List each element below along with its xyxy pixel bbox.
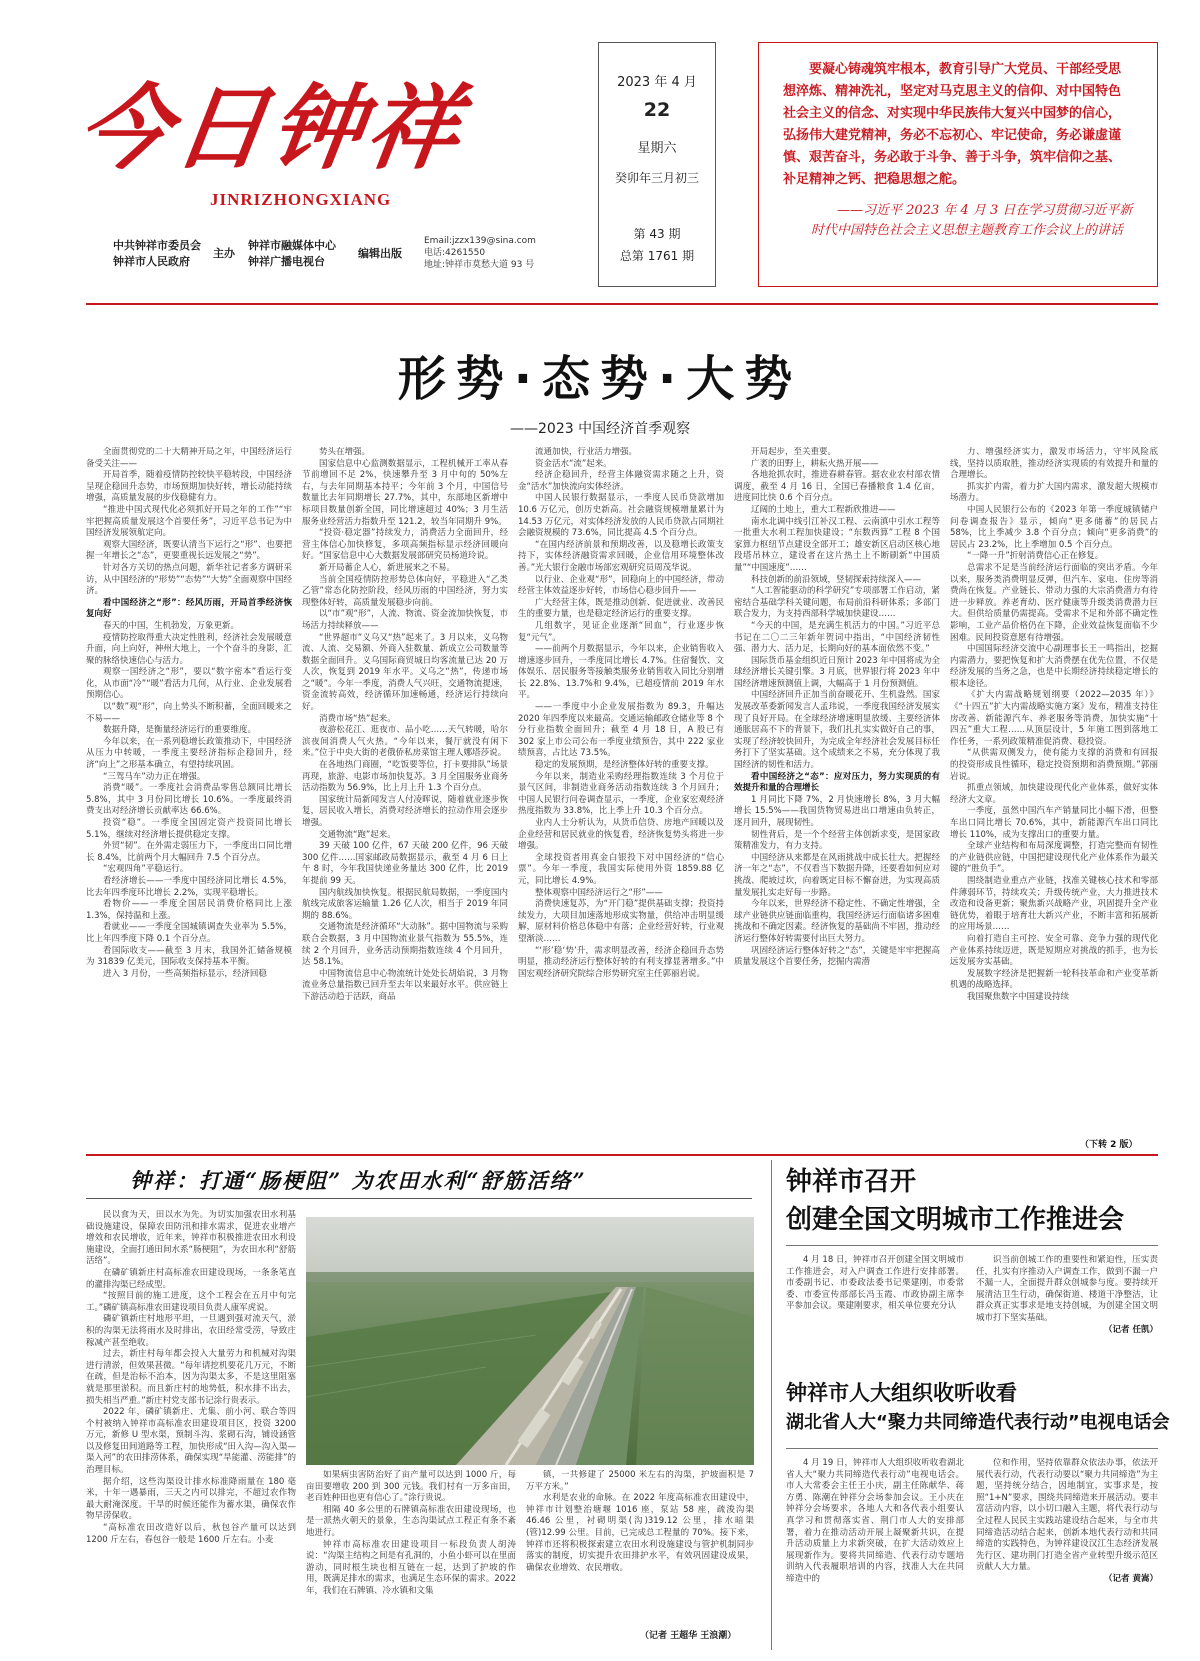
npc-title-line-2: 湖北省人大“聚力共同缔造代表行动”电视电话会 (786, 1412, 1170, 1433)
paragraph: 新开局蓄企人心，新进展来之不易。 (319, 562, 456, 573)
paragraph: 各地抢抓农时，推进春耕春管。据农业农村部农情调度，截至 4 月 16 日，全国已春播粮食 1.4 亿亩，进度同比快 0.6 个百分点。 (734, 470, 940, 504)
npc-text-1: 4 月 19 日，钟祥市人大组织收听收看湖北省人大“聚力共同缔造代表行动”电视电话会。市人大常委会主任王小庆，副主任陈献华、蒋方勇、陈潮在钟祥分会场参加会议。王小庆在钟祥分会场要求，各地人大和各代表小组要认真学习和贯彻落实省、荆门市人大的安排部署，着力在推动活动开展上凝聚新共识，在提升活动质量上力求新突破，在扩大活动效应上展现新作为。要将共同缔造、代表行动专题培训纳入代表履职培训的内容，找准人大在共同缔造中的 (786, 1458, 964, 1584)
publisher-role: 编辑出版 (358, 247, 402, 260)
paragraph: 民以食为天，田以水为先。为切实加强农田水利基础设施建设，保障农田防汛和排水需求，促进农业增产增效和农民增收，近年来，钟祥市积极推进农田水利设施建设，全面打通田间水系“肠梗阻”，为农田水利“舒筋活络”。 (86, 1210, 296, 1267)
paragraph: 1 月同比下降 7%，2 月快速增长 8%，3 月大幅增长 15.5%——我国货物贸易进出口增速由负转正，逐月回升，展现韧性。 (734, 794, 940, 828)
irrigation-photo (306, 1217, 754, 1465)
paragraph: 投资“稳”。一季度全国固定资产投资同比增长 5.1%，继续对经济增长提供稳定支撑。 (86, 818, 292, 840)
irrigation-title: 钟祥：打通“肠梗阻” 为农田水利“舒筋活络” (130, 1168, 587, 1193)
paragraph: “三驾马车”动力正在增强。 (103, 771, 206, 782)
paragraph: 中国物流信息中心物流统计处处长胡焰说，3 月物流业务总量指数已回升至去年以来最好水平。供应链上下游活动趋于活跃，商品 (302, 968, 508, 1002)
paragraph: 总需求不足是当前经济运行面临的突出矛盾。今年以来，服务类消费明显反弹，但汽车、家电、住房等消费尚在恢复。产业链长、带动力强的大宗消费潜力有待进一步释放。养老育幼、医疗健康等升级类消费潜力巨大。但供给质量仍需提高。受需求不足和外部不确定性影响，工业产品价格仍在下降，企业效益恢复面临不少困难。民间投资意愿有待增强。 (950, 562, 1158, 643)
paragraph: 水利是农业的命脉。在 2022 年度高标准农田建设中，钟祥市计划整治塘堰 1016 座，泵站 58 座，疏浚沟渠 46.46 公里，衬砌明渠(沟)319.12 公里，排水暗渠(管)12.99 公里。目前，已完成总工程量的 70%。接下来，钟祥市还将积极探索建立农田水利设施建设与管护机制同步落实的制度，切实提升农田排护水平，有效巩固建设成果，确保农业增效、农民增收。 (526, 1493, 754, 1573)
paragraph: 资金活水“流”起来。 (535, 458, 612, 469)
paragraph: 如果病虫害防治好了亩产量可以达到 1000 斤，每亩田要增收 200 到 300 元钱。我们村有一万多亩田，老百姓种田也更有信心了。”涂行贵说。 (306, 1470, 516, 1504)
paragraph: 进入 3 月份，一些高频指标显示，经济回稳 (103, 968, 267, 979)
npc-text-2: 位和作用，坚持依靠群众依法办事，依法开展代表行动，代表行动要以“聚力共同缔造”为主题，坚持统分结合，因地制宜，实事求是，按照“1+N”要求，围绕共同缔造来开展活动。要丰富活动内容，以小切口融入主题，将代表行动与全过程人民民主实践站建设结合起来，与全市共同缔造活动结合起来，创新本地代表行动和共同缔造的实践特色，为钟祥建设汉江生态经济发展先行区、建功荆门打造全省产业转型升级示范区贡献人大力量。 (976, 1458, 1158, 1573)
paragraph: 经济企稳回升，经营主体融资需求随之上升，资金“活水”加快流向实体经济。 (518, 470, 724, 492)
paragraph: 南水北调中线引江补汉工程、云南滇中引水工程等一批重大水利工程加快建设；“东数西算”工程 8 个国家算力枢纽节点建设全部开工；雄安新区启动区核心地段塔吊林立，建设者在这片热土上不断刷新“中国质量”“中国速度”…… (734, 516, 940, 573)
paragraph: 消费“暖”。一季度社会消费品零售总额同比增长 5.8%，其中 3 月份同比增长 10.6%。一季度最终消费支出对经济增长贡献率达 66.6%。 (86, 783, 292, 817)
paragraph: 2022 年，磷矿镇新庄、尤集、前小河、联合等四个村被纳入钟祥市高标准农田建设项目区，投资 3200 万元，新修 U 型水渠，预制斗沟、浆砌石沟，铺设涵管以及修复田间道路等工程，加快形成“田入沟—沟入渠—渠入河”的农田排涝体系，确保实现“旱能灌、涝能排”的治理目标。 (86, 1407, 296, 1476)
paragraph: 交通物流“跑”起来。 (319, 829, 396, 840)
section-rule (86, 1154, 1158, 1156)
civilization-credit: （记者 任凯） (1104, 1324, 1158, 1335)
irrigation-title-rule (86, 1198, 752, 1199)
npc-title-rule (786, 1448, 1158, 1449)
civilization-title-line-1: 钟祥市召开 (786, 1167, 917, 1197)
paragraph: “今天的中国，是充满生机活力的中国。”习近平总书记在二〇二三年新年贺词中指出，“中国经济韧性强、潜力大、活力足，长期向好的基本面依然不变。” (734, 620, 940, 655)
paragraph: “世界超市”义乌又“热”起来了。3 月以来，义乌物流、人流、交易额、外商入驻数量、新成立公司数量等数据全面回升。义乌国际商贸城日均客流量已达 20 万人次，恢复到 2019 年水平。义乌之“热”，传递市场之“暖”。今年一季度，消费人气兴旺，交通物流提速，资金流转高效，经济循环加速畅通，经济运行持续向好。 (302, 632, 508, 713)
paragraph: 力、增强经济实力，激发市场活力，守牢风险底线，坚持以质取胜，推动经济实现质的有效提升和量的合理增长。 (950, 447, 1158, 481)
sponsor-2: 钟祥市人民政府 (113, 255, 190, 268)
date-box (598, 42, 716, 287)
section-heading: 看中国经济之“态”：应对压力，努力实现质的有效提升和量的合理增长 (734, 771, 940, 794)
paragraph: 消费快速复苏，为“开门稳”提供基础支撑；投资持续发力，大项目加速落地形成实物量，供给冲击明显缓解，原材料价格总体稳中有落；企业经营好转，行业观望渐淡…… (518, 899, 724, 944)
paragraph: 以“数”观“形”，向上势头不断积蓄，全面回暖来之不易—— (86, 702, 292, 724)
paragraph: 据介绍，这些沟渠设计排水标准降雨量在 180 毫米，十年一遇暴雨，三天之内可以排完，不超过农作物最大耐淹深度。干旱的时候还能作为蓄水渠，确保农作物早涝保收。 (86, 1476, 296, 1522)
paragraph: “在国内经济前景和预期改善，以及稳增长政策支持下，实体经济融资需求回暖，企业信用环境整体改善。”光大银行金融市场部宏观研究员周茂华说。 (518, 539, 724, 573)
paragraph: 外贸“韧”。在外需走弱压力下，一季度出口同比增长 8.4%，比前两个月大幅回升 7.5 个百分点。 (86, 841, 292, 863)
lead-column-5 (950, 447, 1158, 1137)
paragraph: ——一季度中小企业发展指数为 89.3，升幅达 2020 年四季度以来最高。交通运输邮政仓储业等 8 个分行业指数全面回升；截至 4 月 18 日，A 股已有 302 家上市公司公布一季度业绩预告，其中 222 家业绩预喜，占比达 73.5%。 (518, 702, 724, 759)
paragraph: 以“市”观“形”，人流、物流、资金流加快恢复，市场活力持续释放—— (302, 609, 508, 631)
paragraph: “宏观四角”平稳运行。 (103, 864, 189, 875)
paragraph: 数据升降，是衡量经济运行的重要维度。 (103, 725, 257, 736)
masthead-rule (86, 303, 1158, 305)
paragraph: 国际货币基金组织近日预计 2023 年中国将成为全球经济增长关键引擎。3 月底，世界银行将 2023 年中国经济增速预测值上调，大幅高于 1 月份预测值。 (734, 655, 940, 689)
paragraph: 相隔 40 多公里的石牌镇高标准农田建设现场，也是一派热火朝天的景象，生态沟渠试点工程正有条不紊地进行。 (306, 1504, 516, 1538)
paragraph: 抓重点领域，加快建设现代化产业体系，做好实体经济大文章。 (950, 783, 1158, 805)
paragraph: “按照目前的施工进度，这个工程会在五月中旬完工。”磷矿镇高标准农田建设项目负责人康军虎说。 (86, 1291, 296, 1313)
paragraph: 中国人民银行数据显示，一季度人民币贷款增加 10.6 万亿元，创历史新高。社会融资规模增量累计为 14.53 万亿元，对实体经济发放的人民币贷款占同期社会融资规模的 73.6%，同比提高 4.5 个百分点。 (518, 493, 724, 539)
paragraph: 广大经营主体，既是推动创新、促进就业、改善民生的重要力量，也是稳定经济运行的重要支撑。 (518, 597, 724, 620)
paragraph: 今年以来，制造业采购经理指数连续 3 个月位于景气区间，非制造业商务活动指数连续 3 个月回升；中国人民银行问卷调查显示，一季度，企业家宏观经济热度指数为 33.8%，比上季上升 10.3 个百分点。 (518, 771, 724, 817)
paragraph: 几组数字，见证企业逐渐“回血”，行业逐步恢复“元气”。 (518, 620, 724, 643)
date-weekday: 星期六 (637, 141, 677, 156)
sponsor-role: 主办 (213, 247, 235, 260)
paragraph: 我国聚焦数字中国建设持续 (967, 991, 1070, 1002)
npc-title-line-1: 钟祥市人大组织收听收看 (786, 1381, 1017, 1405)
paragraph: 向着打造自主可控、安全可靠、竞争力强的现代化产业体系持续迈进，既是短期应对挑战的抓手，也为长远发展夯实基础。 (950, 933, 1158, 968)
paragraph: 围绕制造业重点产业链，找准关键核心技术和零部件薄弱环节，持续攻关；升级传统产业，大力推进技术改造和设备更新；聚焦新兴战略产业，巩固提升全产业链优势，着眼于培育壮大新兴产业，不断丰富和拓展新的应用场景…… (950, 875, 1158, 933)
npc-column-2 (976, 1458, 1158, 1653)
paragraph: ——前两个月数据显示，今年以来，企业销售收入增速逐步回升，一季度同比增长 4.7%。住宿餐饮、文体娱乐、居民服务等接触类服务业销售收入同比分别增长 22.8%、13.7%和 9.4%，已超疫情前 2019 年水平。 (518, 644, 724, 701)
sponsor-1: 中共钟祥市委员会 (113, 239, 201, 252)
paragraph: 中国人民银行公布的《2023 年第一季度城镇储户问卷调查报告》显示，倾向“更多储蓄”的居民占 58%，比上季减少 3.8 个百分点；倾向“更多消费”的居民占 23.2%，比上季增加 0.5 个百分点。 (950, 504, 1158, 550)
paragraph: 以行业、企业观“形”，回稳向上的中国经济，带动经营主体效益逐步好转，市场信心稳步回升—— (518, 574, 724, 597)
contact-phone: 电话:4261550 (424, 248, 486, 258)
paragraph: “高标准农田改造好以后，秋包谷产量可以达到 1200 斤左右，春包谷一般是 1600 斤左右。小麦 (86, 1523, 296, 1545)
publisher-1: 钟祥市融媒体中心 (248, 239, 336, 252)
paragraph: 今年以来，世界经济不稳定性、不确定性增强，全球产业链供应链面临重构，我国经济运行面临诸多困难挑战和不确定因素。经济恢复的基础尚不牢固，推动经济运行整体好转需要付出巨大努力。 (734, 899, 940, 944)
paragraph: 全面贯彻党的二十大精神开局之年，中国经济运行备受关注—— (86, 447, 292, 469)
paragraph: 韧性背后，是一个个经营主体创新求变，是国家政策精准发力，有力支持。 (734, 829, 940, 852)
civilization-column-1 (786, 1255, 964, 1370)
paragraph: 消费市场“热”起来。 (319, 713, 396, 724)
paragraph: 国家信息中心监测数据显示，工程机械开工率从春节前增回不足 2%，快速攀升至 3 月中旬的 50%左右，与去年同期基本持平；今年前 3 个月，中国信号数量比去年同期增长 27.7%，其中，东部地区新增中标项目数量创新全国，同比增速超过 40%；3 月生活服务业经营活力指数升至 121.2，较当年同期升 9%。 (302, 458, 508, 527)
paragraph: “人工智能驱动的科学研究”专项部署工作启动，紧密结合基础学科关键问题，布局前沿科研体系；多部门联合发力，为支持西部科学城加快建设…… (734, 586, 940, 620)
paragraph: 疫情防控取得重大决定性胜利，经济社会发展暖意升面，向上向好，神州大地上，一个个奋斗的身影，汇聚的脉络快速信心与活力。 (86, 632, 292, 666)
paragraph: 科技创新的前沿领域，竖韧探索持续深入—— (751, 574, 922, 585)
npc-column-1 (786, 1458, 964, 1653)
paragraph: 业内人士分析认为，从货币信贷、房地产回暖以及企业经营和居民就业的恢复看，经济恢复势头将进一步增强。 (518, 818, 724, 852)
paragraph: 钟祥市高标准农田建设项目一标段负责人胡涛说：“沟渠主结构之间是有孔洞的，小鱼小虾可以在里面游动，同时根生块也相互链在一起，达到了护坡的作用，既满足排水的需求，也满足生态环保的需求。2022 年，我们在石牌镇、冷水镇和文集 (306, 1539, 516, 1596)
civilization-column-2 (976, 1255, 1158, 1370)
npc-credit: （记者 黄嵩） (1104, 1573, 1158, 1584)
irrigation-column-1 (86, 1210, 296, 1650)
paragraph: 国内航线加快恢复。根据民航局数据，一季度国内航线完成旅客运输量 1.26 亿人次，相当于 2019 年同期的 88.6%。 (302, 887, 508, 921)
civilization-title-rule (786, 1245, 1158, 1246)
paragraph: 看经济增长——一季度中国经济同比增长 4.5%，比去年四季度环比增长 2.2%，实现平稳增长。 (86, 875, 292, 898)
paragraph: 一季度，虽然中国汽车产销量同比小幅下滑，但整车出口同比增长 70.6%，其中，新能源汽车出口同比增长 110%，成为支撑出口的重要力量。 (950, 806, 1158, 840)
quote-box (758, 42, 1158, 287)
lead-column-3 (518, 447, 724, 1147)
paragraph: 在各地热门商圈，“吃饭要等位，打卡要排队”场景再现，旅游、电影市场加快复苏。3 月全国服务业商务活动指数为 56.9%，比上月上升 1.3 个百分点。 (302, 760, 508, 794)
paragraph: 巩固经济运行整体好转之“态”，关键是牢牢把握高质量发展这个首要任务，挖掘内需潜 (734, 945, 940, 968)
date-day: 22 (643, 99, 671, 121)
publisher-2: 钟祥广播电视台 (248, 255, 325, 268)
paragraph: 过去，新庄村每年都会投入大量劳力和机械对沟渠进行清淤，但效果甚微。“每年请挖机要花几万元，不断在疏，但是治标不治本，因为沟渠太多，不是这里阻塞就是那里淤积。而且新庄村的地势低，积水排不出去，损失相当严重。”新庄村党支部书记涂行贵表示。 (86, 1349, 296, 1406)
paragraph: 中国国际经济交流中心副理事长王一鸣指出，挖掘内需潜力，要把恢复和扩大消费摆在优先位置，不仅是经济发展的当务之急，也是中长期经济持续稳定增长的根本途径。 (950, 644, 1158, 689)
paragraph: 中国经济回升正加当前奋暖花开、生机盎然。国家发展改革委新闻发言人孟玮说，一季度我国经济发展实现了良好开局。在全球经济增速明显放缓、主要经济体通胀居高不下的背景下，我们扎扎实实做好自己的事，实现了经济较快回升，为完成全年经济社会发展目标任务打下了坚实基础。这个成绩来之不易，充分体现了我国经济的韧性和活力。 (734, 690, 940, 771)
npc-meeting-title (786, 1378, 1170, 1438)
contact-block (424, 235, 604, 271)
irrigation-column-3 (526, 1470, 754, 1620)
paragraph: 国家统计局新闻发言人付凌晖说，随着就业逐步恢复，居民收入增长，消费对经济增长的拉动作用会逐步增强。 (302, 794, 508, 828)
paragraph: 开局首季，随着疫情防控较快平稳转段，中国经济呈现企稳回升态势，市场预期加快好转，增长动能持续增强，高质量发展的步伐稳健有力。 (86, 470, 292, 504)
paragraph: 势头在增强。 (319, 447, 371, 457)
lead-column-2 (302, 447, 508, 1147)
paragraph: 全球投资者用真金白银投下对中国经济的“信心票”。今年一季度，我国实际使用外资 1859.88 亿元，同比增长 4.9%。 (518, 852, 724, 886)
paragraph: 抓实扩内需，着力扩大国内需求，激发超大规模市场潜力。 (950, 481, 1158, 504)
newspaper-logo: 今日钟祥 (71, 74, 471, 182)
paragraph: 广袤的田野上，耕耘火热开展—— (751, 458, 879, 469)
paragraph: 发展数字经济是把握新一轮科技革命和产业变革新机遇的战略选择。 (950, 968, 1158, 991)
paragraph: 稳定的发展预期，是经济整体好转的重要支撑。 (535, 760, 714, 771)
farmland-canal-photo (306, 1217, 754, 1465)
civilization-meeting-title (786, 1163, 1124, 1239)
lead-headline: 形势·态势·大势 (397, 351, 803, 407)
paragraph: 镇，一共修建了 25000 米左右的沟渠，护坡面积是 7 万平方米。” (526, 1470, 754, 1492)
paragraph: 看物价——一季度全国居民消费价格同比上涨 1.3%，保持温和上涨。 (86, 899, 292, 921)
paragraph: 交通物流是经济循环“大动脉”。据中国物流与采购联合会数据，3 月中国物流业景气指数为 55.5%，连续 2 个月回升，业务活动预期指数连续 4 个月回升，达 58.1%。 (302, 922, 508, 968)
paragraph: 磷矿镇新庄村地形平坦，一旦遇到强对流天气，淤积的沟渠无法将雨水及时排出，农田经常受涝，导致庄稼减产甚至绝收。 (86, 1314, 296, 1348)
masthead (0, 0, 1200, 300)
quote-source: ——习近平 2023 年 4 月 3 日在学习贯彻习近平新时代中国特色社会主义思想主题教育工作会议上的讲话 (811, 203, 1133, 238)
irrigation-credit: （记者 王超华 王浪潮） (640, 1631, 737, 1641)
paragraph: “投资·稳定器”持续发力，消费活力全面回升，经营主体信心加快修复，多项高频指标显示经济回暖向好。“国家信息中心大数据发展部研究员杨道玲说。 (302, 528, 508, 562)
lead-column-4 (734, 447, 940, 1147)
paragraph: 整体观察中国经济运行之“形”—— (535, 887, 663, 898)
paragraph: 辽阔的土地上，重大工程新欣推进—— (751, 504, 896, 515)
quote-text: 要凝心铸魂筑牢根本，教育引导广大党员、干部经受思想淬炼、精神洗礼，坚定对马克思主义的信仰、对中国特色社会主义的信念、对实现中华民族伟大复兴中国梦的信心，弘扬伟大建党精神，务必不忘初心、牢记使命，务必谦虚谨慎、艰苦奋斗，务必敢于斗争、善于斗争，筑牢信仰之基、补足精神之钙、把稳思想之舵。 (783, 62, 1122, 187)
lead-column-1 (86, 447, 292, 1147)
paragraph: 看国际收支——截至 3 月末，我国外汇储备规模为 31839 亿美元，国际收支保持基本平衡。 (86, 945, 292, 968)
paragraph: 今年以来，在一系列稳增长政策推动下，中国经济从压力中转暖，一季度主要经济指标企稳回升，经济“向上”之形基本确立，有望持续巩固。 (86, 736, 292, 771)
civilization-title-line-2: 创建全国文明城市工作推进会 (786, 1205, 1125, 1235)
paragraph: “‘形’稳‘势’升，需求明显改善，经济企稳回升态势明显，推动经济运行整体好转的有利支撑显著增多。”中国宏观经济研究院综合形势研究室主任郭丽岩说。 (518, 945, 724, 979)
irrigation-column-2 (306, 1470, 516, 1650)
paragraph: “一降一升”折射消费信心正在修复。 (967, 551, 1104, 562)
paragraph: “推进中国式现代化必须抓好开局之年的工作”“牢牢把握高质量发展这个首要任务”，习近平总书记为中国经济发展领航定向。 (86, 504, 292, 539)
contact-email: Email:jzzx139@sina.com (424, 236, 536, 246)
paragraph: 开局起步，至关重要。 (751, 447, 837, 457)
section-heading: 看中国经济之“形”：经风历雨，开局首季经济恢复向好 (86, 597, 292, 620)
issue-number: 第 43 期 (633, 227, 681, 241)
paragraph: 观察一国经济之“形”，要以“数字密本”看运行变化，从市面“冷”“暖”看活力几何，从行业、企业发展看预期信心。 (86, 667, 292, 701)
paragraph: 观察大国经济，既要认清当下运行之“形”、也要把握一年增长之“态”，更要重视长远发展之“势”。 (86, 539, 292, 562)
paragraph: 春天的中国，生机勃发，万象更新。 (103, 620, 240, 631)
paragraph: 当前全国疫情防控形势总体向好，平稳进入“乙类乙管”常态化防控阶段，经风历雨的中国经济，努力实现整体好转，高质量发展稳步向前。 (302, 574, 508, 608)
continued-note: （下转 2 版） (1080, 1140, 1138, 1150)
lead-subhead: ——2023 中国经济首季观察 (510, 421, 691, 437)
paragraph: 流通加快，行业活力增强。 (535, 447, 638, 457)
total-issue-number: 总第 1761 期 (619, 249, 695, 263)
paragraph: 看就业——一季度全国城镇调查失业率为 5.5%，比上年四季度下降 0.1 个百分点。 (86, 922, 292, 944)
paragraph: 中国经济从来都是在风雨挑战中成长壮大。把握经济一年之“态”，不仅看当下数据升降，还要看如何应对挑战、爬坡过坎，向着既定目标不懈奋进，为实现高质量发展扎实走好每一步路。 (734, 852, 940, 898)
paragraph: 在磷矿镇新庄村高标准农田建设现场，一条条笔直的灌排沟渠已经成型。 (86, 1267, 296, 1290)
civilization-text-2: 识当前创城工作的重要性和紧迫性，压实责任，扎实有序推动入户调查工作，做到不漏一户不漏一人，全面提升群众创城参与度。要持续开展清洁卫生行动，确保街道、楼道干净整洁，让群众真正实事求是地支持创城，为创建全国文明城市打下坚实基础。 (976, 1255, 1158, 1323)
newspaper-pinyin: JINRIZHONGXIANG (210, 190, 392, 209)
civilization-text-1: 4 月 18 日，钟祥市召开创建全国文明城市工作推进会，对入户调查工作进行安排部署。市委副书记、市委政法委书记栗建刚，市委常委、市委宣传部部长冯玉霞、市政协副主席李平参加会议。栗建刚要求，相关单位要充分认 (786, 1255, 964, 1312)
paragraph: 《扩大内需战略规划纲要（2022—2035 年）》《“十四五”扩大内需战略实施方案》发布，精准支持住房改善、新能源汽车、养老服务等消费，加快实施“十四五”重大工程……从顶层设计，5 年施工图到落地工作任务，一系列政策精准促消费、稳投资。 (950, 690, 1158, 747)
paragraph: 全球产业结构和布局深度调整，打造完整而有韧性的产业链供应链，中国把建设现代化产业体系作为最关键的“胜负手”。 (950, 841, 1158, 875)
date-lunar: 癸卯年三月初三 (614, 171, 699, 185)
paragraph: 39 天破 100 亿件，67 天破 200 亿件，96 天破 300 亿件……国家邮政局数据显示，截至 4 月 6 日上午 8 时，今年我国快递业务量达 300 亿件，比 2019 年提前 99 天。 (302, 841, 508, 886)
paragraph: 针对各方关切的热点问题，新华社记者多方调研采访，从中国经济的“形势”“态势”“大势”全面观察中国经济。 (86, 562, 292, 597)
paragraph: “从供需双侧发力，使有能力支撑的消费和有回报的投资形成良性循环，稳定投资预期和消费预期。”郭丽岩说。 (950, 748, 1158, 782)
contact-address: 地址:钟祥市莫愁大道 93 号 (424, 260, 535, 270)
date-year-month: 2023 年 4 月 (617, 75, 697, 90)
paragraph: 夜游松花江、逛夜市、品小吃……天气转暖，哈尔滨夜间消费人气火热。“今年以来，餐厅就没有闲下来。”位于中央大街的老俄侨私房菜馆主理人娜塔莎说。 (302, 725, 508, 759)
column-divider (771, 1160, 772, 1650)
